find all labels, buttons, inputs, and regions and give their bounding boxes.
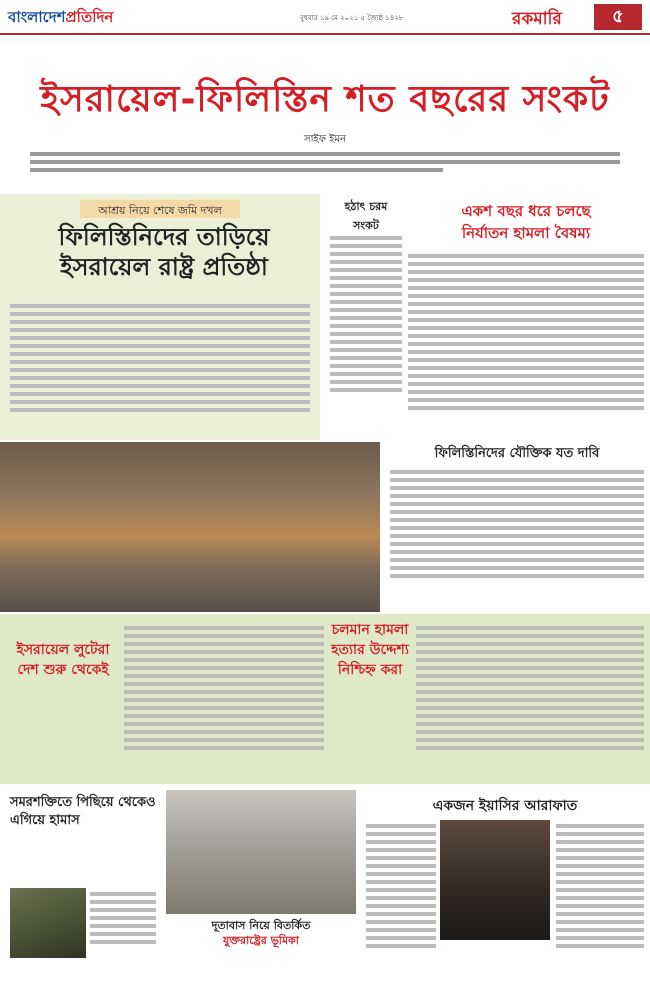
box-body [124,622,324,754]
box-headline: একশ বছর ধরে চলছে নির্যাতন হামলা বৈষম্য [461,202,591,242]
box-headline: ফিলিস্তিনিদের তাড়িয়ে ইসরায়েল রাষ্ট্র প্রতিষ্ঠা [58,223,270,281]
box-headline: ইসরায়েল লুটেরা দেশ শুরু থেকেই [16,642,110,678]
box-body [10,300,310,416]
box-headline: একজন ইয়াসির আরাফাত [432,798,578,814]
box-body [90,888,156,948]
page-number: ৫ [594,4,642,30]
explosion-photo [166,790,356,914]
hamas-photo [10,888,86,958]
box-headline: দূতাবাস নিয়ে বিতর্কিত যুক্তরাষ্ট্রের ভূমিকা [211,919,311,947]
box-headline: ফিলিস্তিনিদের যৌক্তিক যত দাবি [434,446,600,461]
box-tag: আশ্রয় নিয়ে শেষে জমি দখল [80,200,240,218]
arafat-photo [440,820,550,940]
box-headline: চলমান হামলা হত্যার উদ্দেশ্য নিশ্চিহ্ন করা [331,622,409,678]
box-body [556,820,644,952]
section-title: রকমারি [512,9,562,29]
byline: সাইফ ইমন [304,134,346,145]
box-body [416,622,644,754]
main-headline: ইসরায়েল-ফিলিস্তিন শত বছরের সংকট [40,79,610,120]
box-body [408,250,644,414]
box-headline: হঠাৎ চরম সংকট [344,200,388,232]
date-line: বুধবার ১৯ মে ২০২১ ৫ জ্যৈষ্ঠ ১৪২৮ [300,14,404,22]
box-headline: সমরশক্তিতে পিছিয়ে থেকেও এগিয়ে হামাস [10,795,156,828]
box-body [366,820,436,952]
intro-paragraph [30,148,620,176]
gaza-photo [0,442,380,612]
box-body [390,466,644,582]
masthead-logo: বাংলাদেশপ্রতিদিন [8,8,114,26]
box-body [330,232,402,396]
header-rule [0,33,650,35]
